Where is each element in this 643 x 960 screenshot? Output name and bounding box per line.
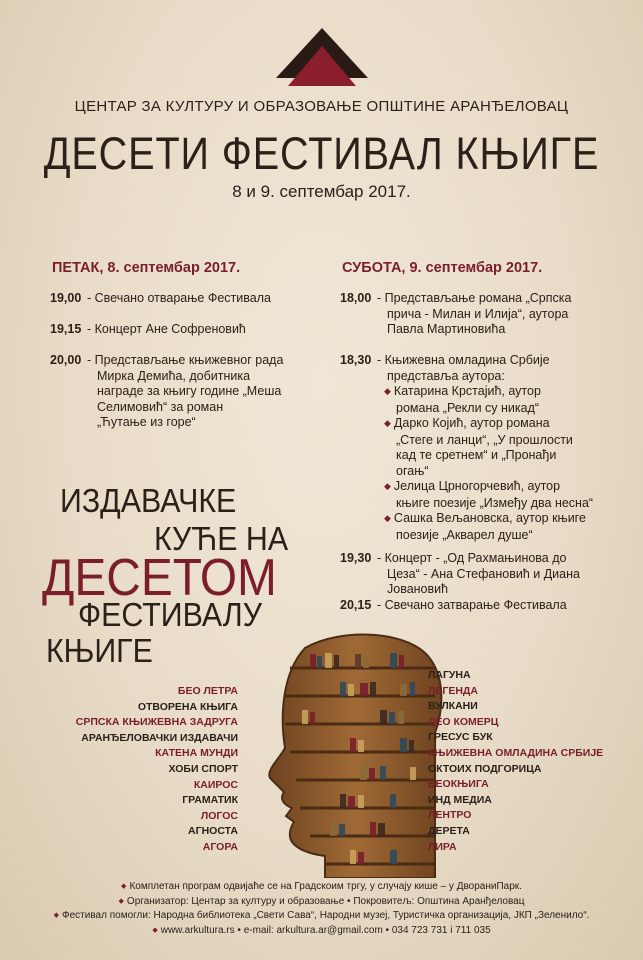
- diamond-bullet-icon: ◆: [384, 481, 391, 491]
- friday-event-2: [50, 322, 340, 338]
- author-line: кад те сретнем“ и „Пронађи: [396, 448, 557, 462]
- publishers-title-line-5: КЊИГЕ: [46, 632, 153, 669]
- diamond-bullet-icon: ◆: [118, 897, 124, 905]
- saturday-event-1: [340, 291, 630, 338]
- author-line: Сашка Вељановска, аутор књиге: [393, 511, 586, 525]
- author-item: [384, 479, 635, 511]
- author-line: огањ“: [396, 463, 429, 478]
- organizer-line: ЦЕНТАР ЗА КУЛТУРУ И ОБРАЗОВАЊЕ ОПШТИНЕ АРАНЂЕЛОВАЦ: [74, 98, 569, 115]
- saturday-event-2: [340, 353, 635, 543]
- publishers-list-right: [428, 668, 603, 855]
- saturday-event-4: [340, 598, 635, 614]
- publisher-name: ХОБИ СПОРТ: [168, 762, 238, 775]
- publisher-name: ЛЕНТРО: [428, 809, 472, 822]
- event-text-line: Цеза“ - Ана Стефановић и Диана: [387, 566, 580, 581]
- event-time: 20,15: [340, 598, 372, 612]
- publisher-name: ОТВОРЕНА КЊИГА: [137, 700, 238, 713]
- publisher-name: ВУЛКАНИ: [428, 700, 478, 713]
- publishers-title-line-1: ИЗДАВАЧКЕ: [60, 482, 237, 519]
- event-text-line: - Концерт - „Од Рахмањинова до: [377, 551, 567, 565]
- event-time: 18,00: [340, 291, 372, 305]
- publisher-name: ИНД МЕДИА: [428, 793, 492, 806]
- publisher-name: ЛАГУНА: [428, 669, 471, 681]
- event-time: 20,00: [50, 353, 82, 367]
- page-title: ДЕСЕТИ ФЕСТИВАЛ КЊИГЕ: [43, 128, 600, 179]
- publisher-name: ЛИРА: [428, 840, 457, 853]
- publisher-name: АРАНЂЕЛОВАЧКИ ИЗДАВАЧИ: [81, 731, 238, 744]
- head-bookshelf-illustration: [230, 628, 450, 878]
- diamond-bullet-icon: ◆: [384, 513, 391, 523]
- event-text-line: Селимовић“ за роман: [97, 399, 224, 414]
- author-line: романа „Рекли су никад“: [396, 400, 540, 415]
- event-text-line: прича - Милан и Илија“, аутора: [387, 306, 569, 321]
- publisher-name: ОКТОИХ ПОДГОРИЦА: [428, 762, 542, 775]
- publisher-name: КАТЕНА МУНДИ: [155, 747, 238, 760]
- publisher-name: АГНОСТА: [188, 825, 238, 838]
- author-line: поезије „Акварел душе“: [396, 527, 533, 542]
- author-line: „Стеге и ланци“, „У прошлости: [396, 432, 573, 447]
- event-text-line: представља аутора:: [387, 368, 505, 383]
- publisher-name: БЕО ЛЕТРА: [177, 685, 238, 697]
- publisher-name: ГРАМАТИК: [182, 794, 238, 807]
- footer-text: Организатор: Центар за културу и образовање • Покровитељ: Општина Аранђеловац: [126, 895, 525, 907]
- footer-text: Комплетан програм одвијаће се на Градскоим тргу, у случају кише – у ДворaниПарк.: [129, 881, 522, 892]
- footer-line: [0, 895, 643, 910]
- footer-text: www.arkultura.rs • e-mail: arkultura.ar@gmail.com • 034 723 731 i 711 035: [160, 924, 491, 936]
- event-text-line: Павла Мартиновића: [387, 322, 506, 336]
- event-text: - Представљање књижевног рада: [87, 353, 284, 367]
- event-text-line: - Књижевна омладина Србије: [377, 353, 550, 367]
- friday-event-1: [50, 291, 340, 307]
- author-line: Катарина Крстајић, аутор: [393, 384, 541, 398]
- publishers-title-line-2: КУЋЕ НА: [154, 520, 289, 557]
- footer-line: [0, 880, 643, 895]
- event-text: - Свечано отварање Фестивала: [87, 291, 271, 305]
- event-time: 19,15: [50, 322, 82, 336]
- diamond-bullet-icon: ◆: [121, 883, 127, 890]
- diamond-bullet-icon: ◆: [152, 926, 158, 934]
- publisher-name: БЕОКЊИГА: [428, 778, 489, 791]
- event-text-line: „Ћутање из горе“: [97, 415, 196, 429]
- diamond-bullet-icon: ◆: [384, 418, 391, 428]
- footer-text: Фестивал помогли: Народна библиотека „Свети Сава“, Народни музеј, Туристичка организација, ЈКП „Зеленило“.: [62, 910, 590, 921]
- event-text-line: Јовановић: [387, 582, 449, 596]
- publisher-name: ГРЕСУС БУК: [428, 731, 493, 744]
- author-item: [384, 384, 635, 416]
- publisher-name: КЊИЖЕВНА ОМЛАДИНА СРБИЈЕ: [428, 746, 604, 759]
- festival-logo: [276, 28, 368, 86]
- saturday-event-3: [340, 551, 635, 598]
- publishers-title-line-4: ФЕСТИВАЛУ: [78, 596, 262, 633]
- publisher-name: ЛОГОС: [200, 809, 238, 822]
- publisher-name: АГОРА: [202, 840, 238, 853]
- footer: [0, 880, 643, 938]
- festival-dates: 8 и 9. септембар 2017.: [232, 182, 411, 201]
- footer-line: [0, 924, 643, 939]
- event-text-line: награде за књигу године „Меша: [97, 384, 282, 398]
- author-line: Дарко Којић, аутор романа: [393, 416, 550, 430]
- event-text: - Концерт Ане Софреновић: [87, 322, 246, 336]
- author-item: [384, 511, 635, 543]
- author-item: [384, 416, 635, 479]
- diamond-bullet-icon: ◆: [384, 386, 391, 396]
- publisher-name: ЛЕО КОМЕРЦ: [428, 715, 499, 728]
- publishers-list-left: [76, 684, 238, 856]
- publisher-name: ДЕРЕТА: [428, 824, 470, 837]
- friday-event-3: [50, 353, 340, 433]
- publisher-name: КАИРОС: [193, 778, 238, 791]
- author-line: књиге поезије „Између два несна“: [396, 495, 594, 510]
- event-text-line: - Свечано затварање Фестивала: [377, 598, 567, 612]
- event-text-line: - Представљање романа „Српска: [377, 291, 572, 305]
- author-line: Јелица Црногорчевић, аутор: [393, 479, 561, 493]
- friday-heading: ПЕТАК, 8. септембар 2017.: [52, 260, 241, 276]
- publisher-name: ЛЕГЕНДА: [428, 684, 478, 697]
- publishers-title-line-3: ДЕСЕТОМ: [42, 549, 277, 607]
- saturday-heading: СУБОТА, 9. септембар 2017.: [342, 260, 543, 276]
- event-text-line: Мирка Демића, добитника: [97, 368, 251, 383]
- diamond-bullet-icon: ◆: [53, 912, 60, 919]
- publisher-name: СРПСКА КЊИЖЕВНА ЗАДРУГА: [75, 716, 238, 729]
- event-time: 18,30: [340, 353, 372, 367]
- footer-line: [0, 909, 643, 924]
- event-time: 19,00: [50, 291, 82, 305]
- event-time: 19,30: [340, 551, 372, 565]
